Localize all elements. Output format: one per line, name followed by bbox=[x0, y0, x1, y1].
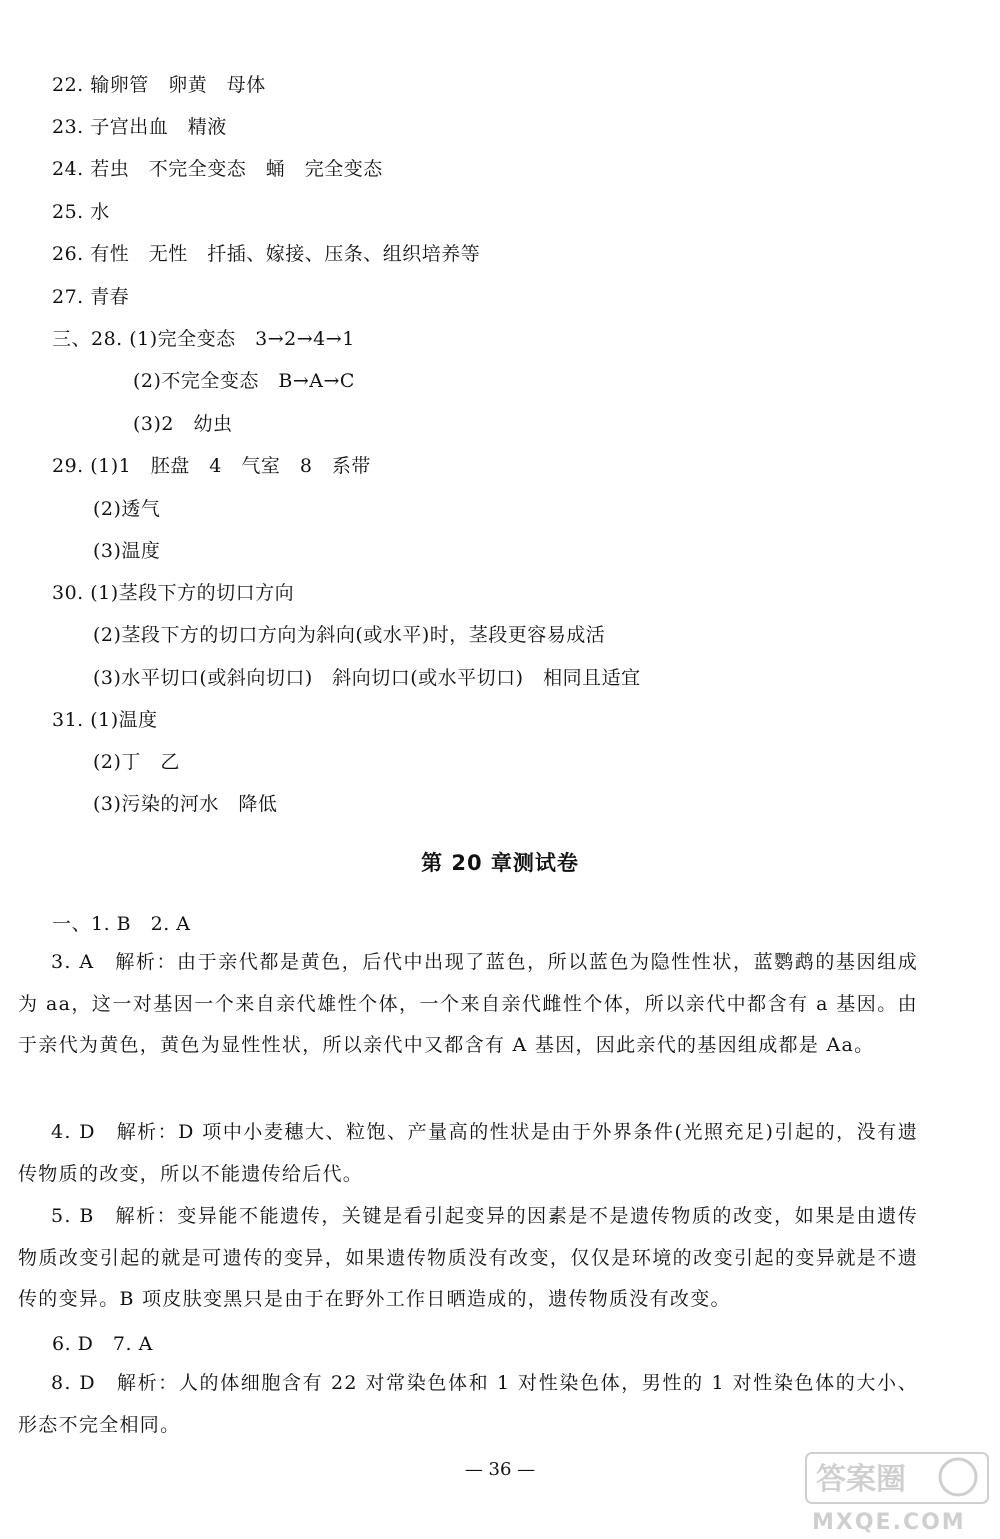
answer-section-1: 一、1. B 2. A bbox=[52, 913, 191, 935]
answer-28-3: (3)2 幼虫 bbox=[133, 413, 233, 435]
answer-24: 24. 若虫 不完全变态 蛹 完全变态 bbox=[52, 158, 383, 180]
answer-23: 23. 子宫出血 精液 bbox=[52, 116, 227, 138]
answer-22: 22. 输卵管 卵黄 母体 bbox=[52, 74, 266, 96]
answer-31-2: (2)丁 乙 bbox=[93, 751, 180, 773]
answer-29-1: 29. (1)1 胚盘 4 气室 8 系带 bbox=[52, 455, 371, 477]
watermark-url-text: MXQE.COM bbox=[812, 1510, 966, 1535]
answer-6-7: 6. D 7. A bbox=[52, 1333, 153, 1355]
answer-3-explanation: 3. A 解析：由于亲代都是黄色，后代中出现了蓝色，所以蓝色为隐性性状，蓝鹦鹉的基因组成为 aa，这一对基因一个来自亲代雄性个体，一个来自亲代雌性个体，所以亲代中都含有 a 基因。由于亲代为黄色，黄色为显性性状，所以亲代中又都含有 A 基因，因此亲代的基因组成都是 Aa。 bbox=[18, 951, 918, 1056]
answer-26: 26. 有性 无性 扦插、嫁接、压条、组织培养等 bbox=[52, 243, 481, 265]
answer-4-explanation: 4. D 解析：D 项中小麦穗大、粒饱、产量高的性状是由于外界条件(光照充足)引起的，没有遗传物质的改变，所以不能遗传给后代。 bbox=[18, 1121, 918, 1185]
answer-5-explanation: 5. B 解析：变异能不能遗传，关键是看引起变异的因素是不是遗传物质的改变，如果是由遗传物质改变引起的就是可遗传的变异，如果遗传物质没有改变，仅仅是环境的改变引起的变异就是不遗传的变异。B 项皮肤变黑只是由于在野外工作日晒造成的，遗传物质没有改变。 bbox=[18, 1205, 918, 1310]
watermark-logo-text: 答案圈 bbox=[816, 1462, 906, 1497]
answer-29-3: (3)温度 bbox=[93, 540, 161, 562]
answer-31-3: (3)污染的河水 降低 bbox=[93, 793, 278, 815]
page-number: — 36 — bbox=[464, 1459, 536, 1480]
answer-8-explanation: 8. D 解析：人的体细胞含有 22 对常染色体和 1 对性染色体，男性的 1 对性染色体的大小、形态不完全相同。 bbox=[18, 1372, 918, 1436]
answer-30-3: (3)水平切口(或斜向切口) 斜向切口(或水平切口) 相同且适宜 bbox=[93, 667, 641, 689]
answer-28-2: (2)不完全变态 B→A→C bbox=[133, 370, 355, 392]
watermark-logo bbox=[802, 1447, 992, 1535]
chapter-title: 第 20 章测试卷 bbox=[421, 851, 579, 875]
answer-27: 27. 青春 bbox=[52, 286, 130, 308]
answer-25: 25. 水 bbox=[52, 201, 110, 223]
answer-28-1: 三、28. (1)完全变态 3→2→4→1 bbox=[52, 328, 355, 350]
answer-31-1: 31. (1)温度 bbox=[52, 709, 158, 731]
answer-29-2: (2)透气 bbox=[93, 498, 161, 520]
answer-30-1: 30. (1)茎段下方的切口方向 bbox=[52, 582, 295, 604]
answer-30-2: (2)茎段下方的切口方向为斜向(或水平)时，茎段更容易成活 bbox=[93, 624, 606, 646]
